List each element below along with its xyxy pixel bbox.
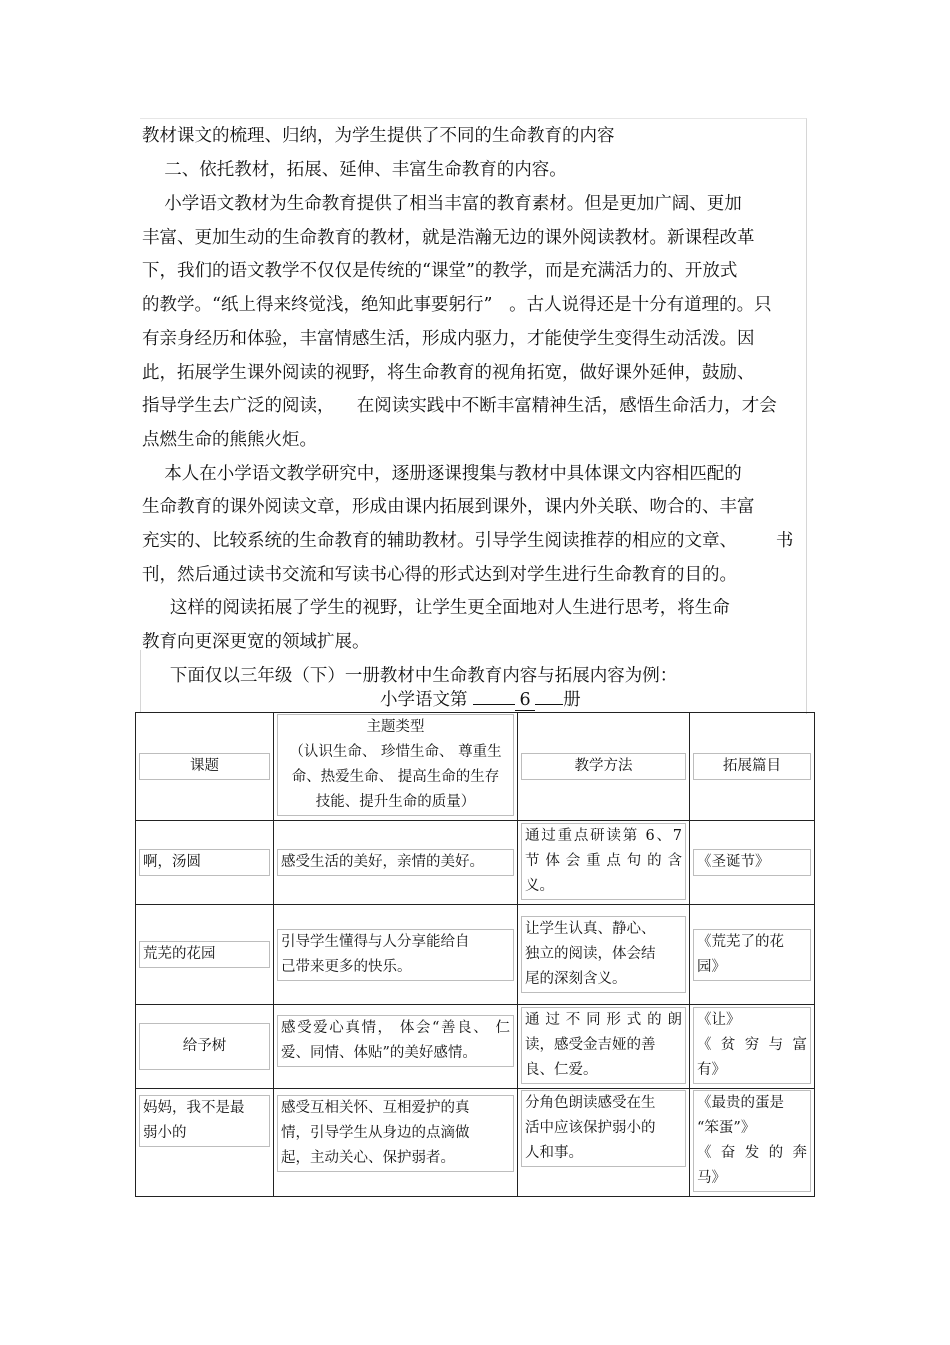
header-title: 课题 [139, 753, 270, 780]
table-row [136, 1005, 815, 1089]
header-theme: 主题类型 （认识生命、 珍惜生命、 尊重生 命、热爱生命、 提高生命的生存 技能、提升生命的质量） [277, 714, 514, 816]
paragraph-line: 二、依托教材，拓展、延伸、丰富生命教育的内容。 [142, 160, 567, 180]
header-cell-method [518, 713, 690, 821]
theme-text: 感受互相关怀、互相爱护的真 情，引导学生从身边的点滴做 起，主动关心、保护弱者。 [277, 1095, 514, 1172]
paragraph-line: 下，我们的语文教学不仅仅是传统的“课堂”的教学，而是充满活力的、开放式 [142, 261, 738, 281]
page-frame-edge [140, 650, 141, 712]
lesson-title: 给予树 [139, 1023, 270, 1070]
method-text: 让学生认真、静心、 独立的阅读，体会结 尾的深刻含义。 [521, 916, 686, 993]
table-caption [380, 688, 581, 712]
extension-title: 《荒芜了的花 园》 [693, 929, 811, 981]
paragraph-line: 本人在小学语文教学研究中，逐册逐课搜集与教材中具体课文内容相匹配的 [142, 464, 742, 484]
paragraph-line: 教育向更深更宽的领域扩展。 [142, 632, 370, 652]
header-method: 教学方法 [521, 753, 686, 780]
theme-text: 感受生活的美好，亲情的美好。 [277, 849, 514, 876]
extension-title: 《让》 《 贫 穷 与 富 有》 [693, 1007, 811, 1084]
theme-text: 引导学生懂得与人分享能给自 己带来更多的快乐。 [277, 929, 514, 981]
lesson-title: 荒芜的花园 [139, 941, 270, 968]
volume-number: 6 [515, 690, 535, 711]
header-cell-theme [274, 713, 518, 821]
method-text: 分角色朗读感受在生 活中应该保护弱小的 人和事。 [521, 1090, 686, 1167]
paragraph-line: 此，拓展学生课外阅读的视野，将生命教育的视角拓宽，做好课外延伸，鼓励、 [142, 363, 755, 383]
paragraph-line: 的教学。“纸上得来终觉浅，绝知此事要躬行” 。古人说得还是十分有道理的。只 [142, 295, 772, 315]
paragraph-line: 下面仅以三年级（下）一册教材中生命教育内容与拓展内容为例： [142, 666, 678, 686]
lesson-title: 啊，汤圆 [139, 849, 270, 876]
method-text: 通过重点研读第 6、7 节 体 会 重 点 句 的 含 义。 [521, 823, 686, 900]
paragraph-line: 这样的阅读拓展了学生的视野，让学生更全面地对人生进行思考，将生命 [142, 598, 730, 618]
paragraph-line: 刊，然后通过读书交流和写读书心得的形式达到对学生进行生命教育的目的。 [142, 565, 737, 585]
extension-title: 《最贵的蛋是 “笨蛋”》 《 奋 发 的 奔 马》 [693, 1090, 811, 1192]
extension-title: 《圣诞节》 [693, 849, 811, 876]
paragraph-line: 丰富、更加生动的生命教育的教材，就是浩瀚无边的课外阅读教材。新课程改革 [142, 228, 755, 248]
table-row [136, 821, 815, 905]
paragraph-line: 点燃生命的熊熊火炬。 [142, 430, 317, 450]
header-extension: 拓展篇目 [693, 753, 811, 780]
paragraph-line: 教材课文的梳理、归纳，为学生提供了不同的生命教育的内容 [142, 126, 615, 146]
theme-text: 感受爱心真情， 体会“善良、 仁 爱、同情、体贴”的美好感情。 [277, 1015, 514, 1067]
lesson-table [135, 712, 815, 1197]
table-header-row [136, 713, 815, 821]
caption-suffix: 册 [563, 690, 581, 710]
table-row [136, 1089, 815, 1197]
header-cell-title [136, 713, 274, 821]
table-row [136, 905, 815, 1005]
paragraph-line: 有亲身经历和体验，丰富情感生活，形成内驱力，才能使学生变得生动活泼。因 [142, 329, 755, 349]
caption-prefix: 小学语文第 [380, 690, 474, 710]
paragraph-line: 生命教育的课外阅读文章，形成由课内拓展到课外，课内外关联、吻合的、丰富 [142, 497, 755, 517]
paragraph-line: 充实的、比较系统的生命教育的辅助教材。引导学生阅读推荐的相应的文章、 书 [142, 531, 794, 551]
method-text: 通 过 不 同 形 式 的 朗 读，感受金吉娅的善 良、仁爱。 [521, 1007, 686, 1084]
header-cell-extension [690, 713, 815, 821]
lesson-title: 妈妈，我不是最 弱小的 [139, 1095, 270, 1147]
paragraph-line: 小学语文教材为生命教育提供了相当丰富的教育素材。但是更加广阔、更加 [142, 194, 742, 214]
paragraph-line: 指导学生去广泛的阅读， 在阅读实践中不断丰富精神生活，感悟生命活力，才会 [142, 396, 777, 416]
